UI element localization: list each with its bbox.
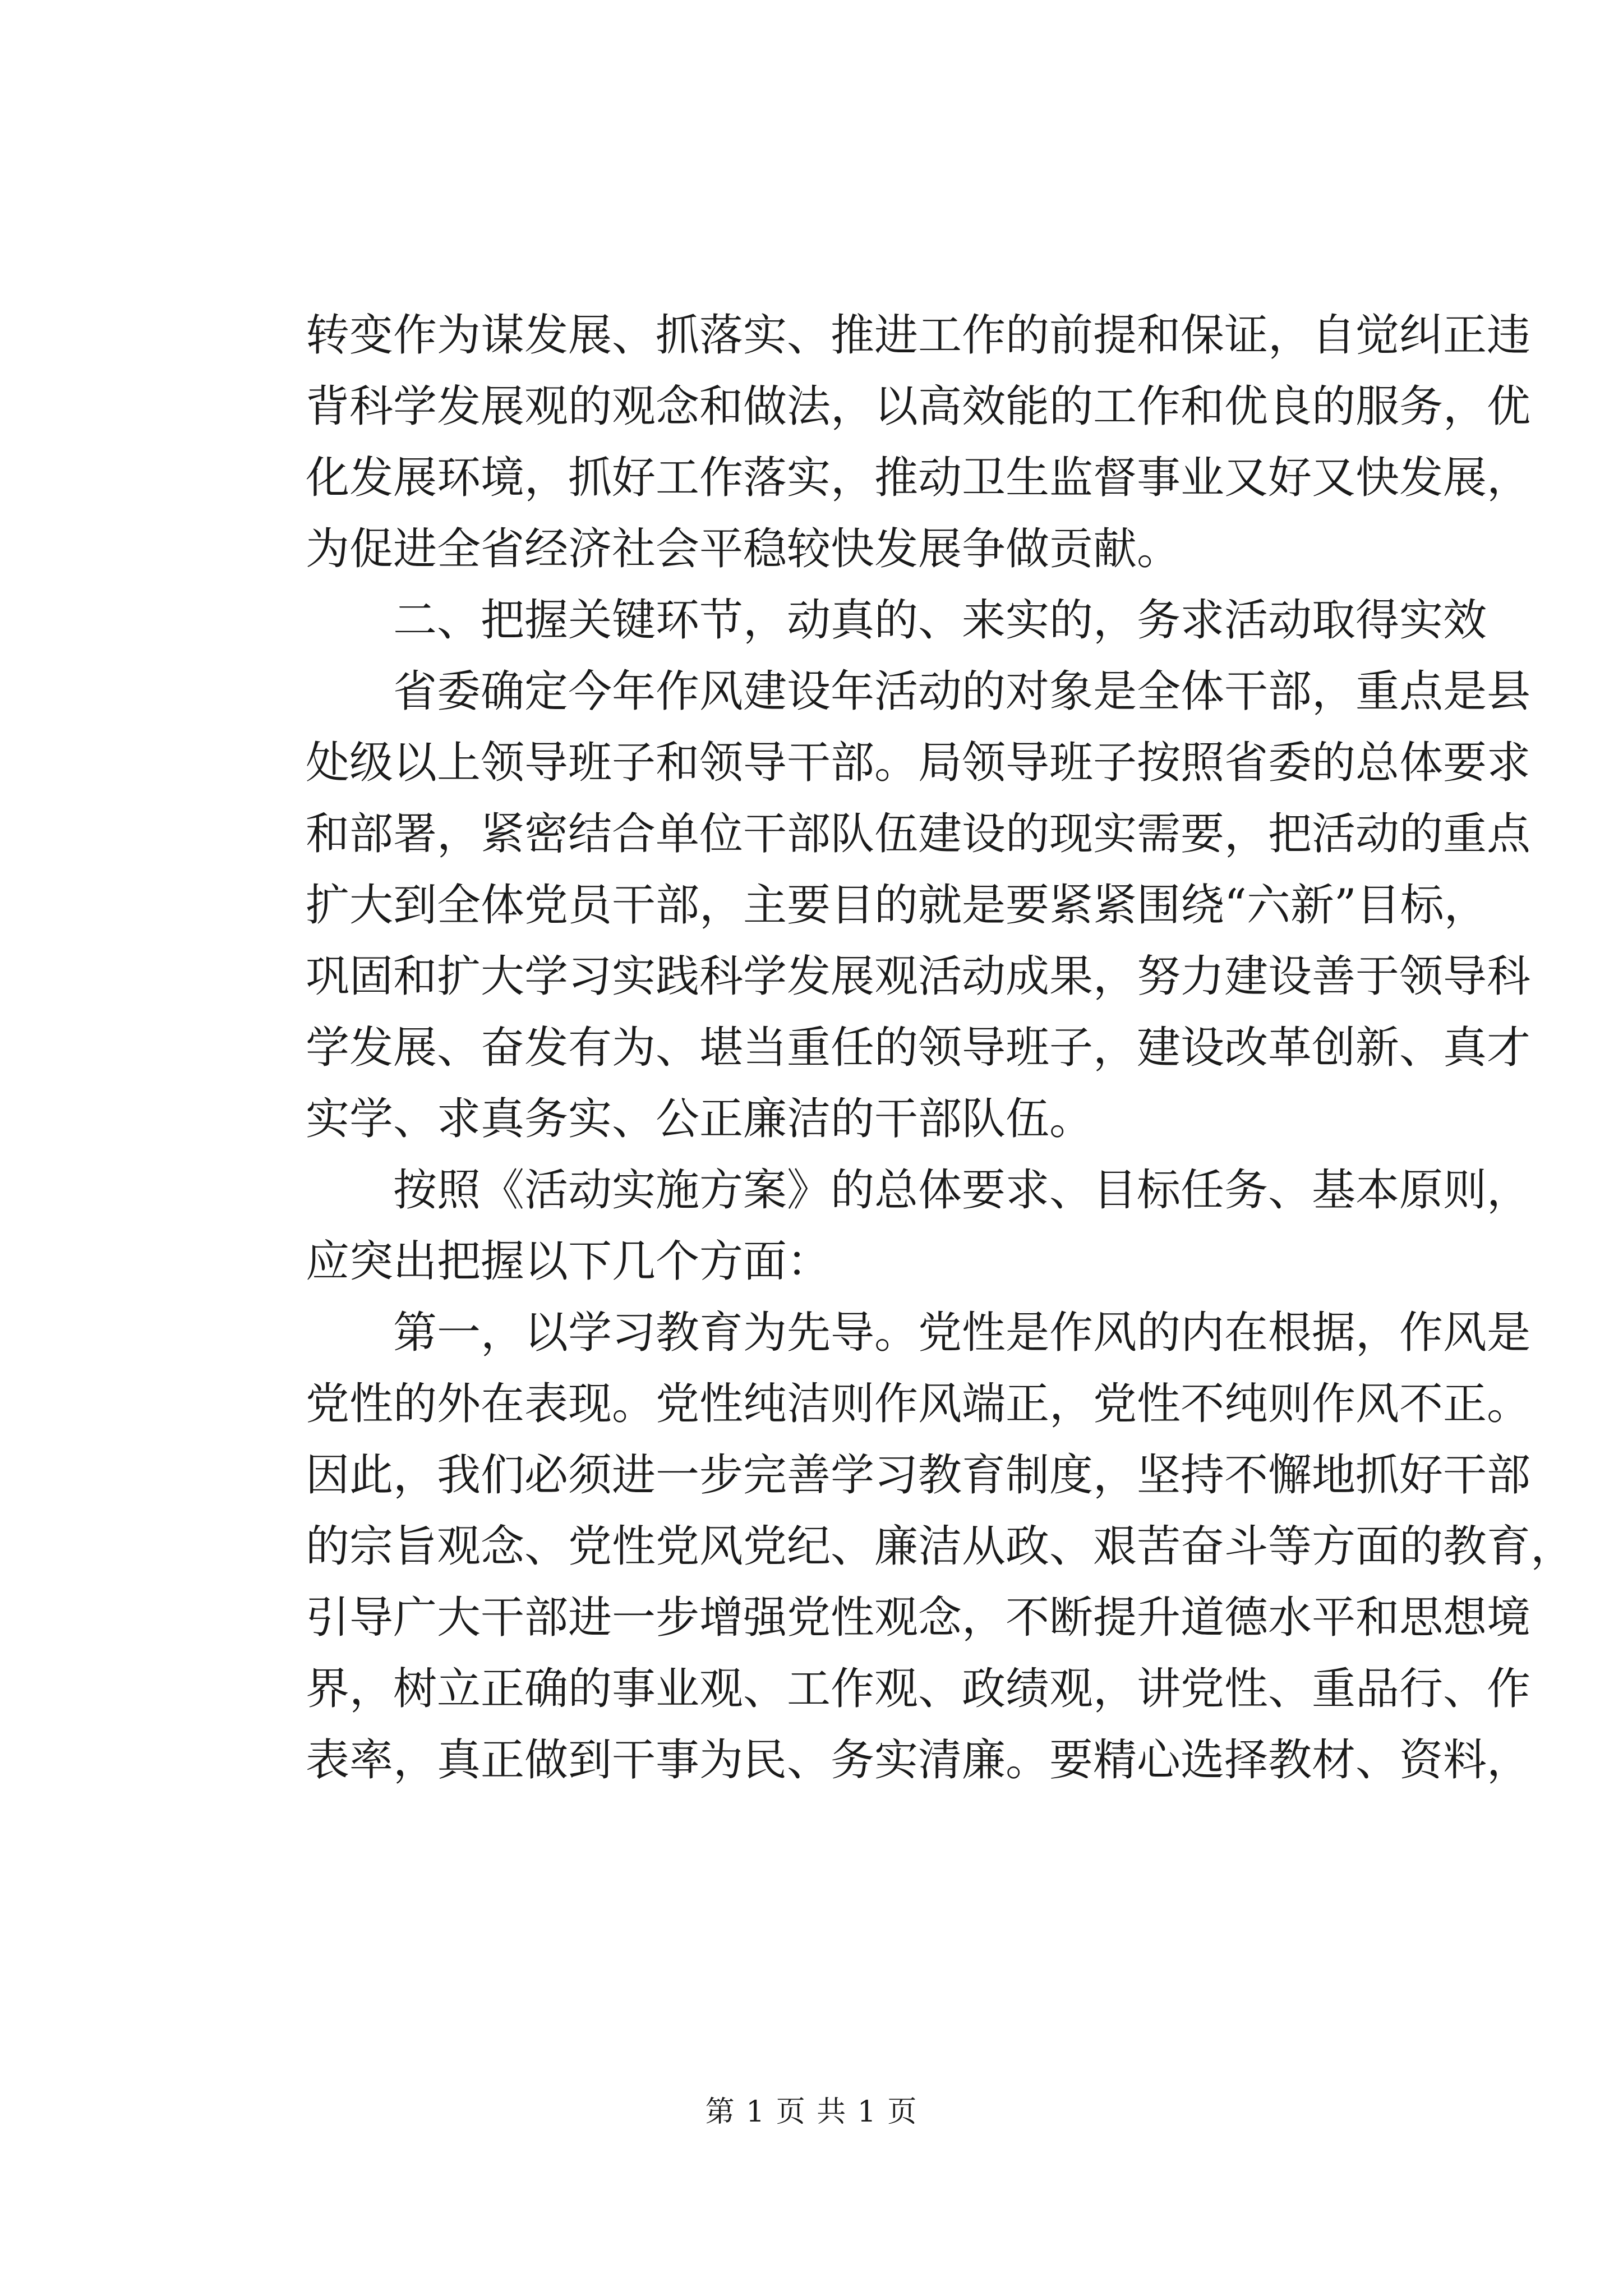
text-line: 扩大到全体党员干部，主要目的就是要紧紧围绕“六新”目标， [306,880,1488,931]
text-line: 省委确定今年作风建设年活动的对象是全体干部，重点是县 [393,666,1531,717]
text-line: 实学、求真务实、公正廉洁的干部队伍。 [306,1094,1094,1144]
text-line: 化发展环境，抓好工作落实，推动卫生监督事业又好又快发展， [306,453,1531,503]
text-line: 界，树立正确的事业观、工作观、政绩观，讲党性、重品行、作 [306,1664,1531,1714]
text-line: 二、把握关键环节，动真的、来实的，务求活动取得实效 [393,595,1487,646]
document-body [306,300,1575,1796]
text-line: 和部署，紧密结合单位干部队伍建设的现实需要，把活动的重点 [306,809,1531,859]
text-line: 为促进全省经济社会平稳较快发展争做贡献。 [306,524,1181,574]
text-line: 转变作为谋发展、抓落实、推进工作的前提和保证，自觉纠正违 [306,310,1531,361]
page-footer: 第 1 页 共 1 页 [705,2095,918,2129]
text-line: 巩固和扩大学习实践科学发展观活动成果，努力建设善于领导科 [306,951,1531,1002]
text-line: 背科学发展观的观念和做法，以高效能的工作和优良的服务，优 [306,381,1531,432]
text-line: 因此，我们必须进一步完善学习教育制度，坚持不懈地抓好干部 [306,1450,1531,1501]
text-line: 处级以上领导班子和领导干部。局领导班子按照省委的总体要求 [306,738,1531,788]
text-line: 学发展、奋发有为、堪当重任的领导班子，建设改革创新、真才 [306,1023,1531,1073]
text-line: 应突出把握以下几个方面： [306,1236,831,1287]
text-line: 第一，以学习教育为先导。党性是作风的内在根据，作风是 [393,1308,1531,1358]
text-line: 表率，真正做到干事为民、务实清廉。要精心选择教材、资料， [306,1735,1531,1786]
text-line: 按照《活动实施方案》的总体要求、目标任务、基本原则， [393,1165,1531,1216]
text-line: 党性的外在表现。党性纯洁则作风端正，党性不纯则作风不正。 [306,1379,1531,1429]
text-line: 引导广大干部进一步增强党性观念，不断提升道德水平和思想境 [306,1593,1531,1643]
text-line: 的宗旨观念、党性党风党纪、廉洁从政、艰苦奋斗等方面的教育， [306,1521,1575,1572]
